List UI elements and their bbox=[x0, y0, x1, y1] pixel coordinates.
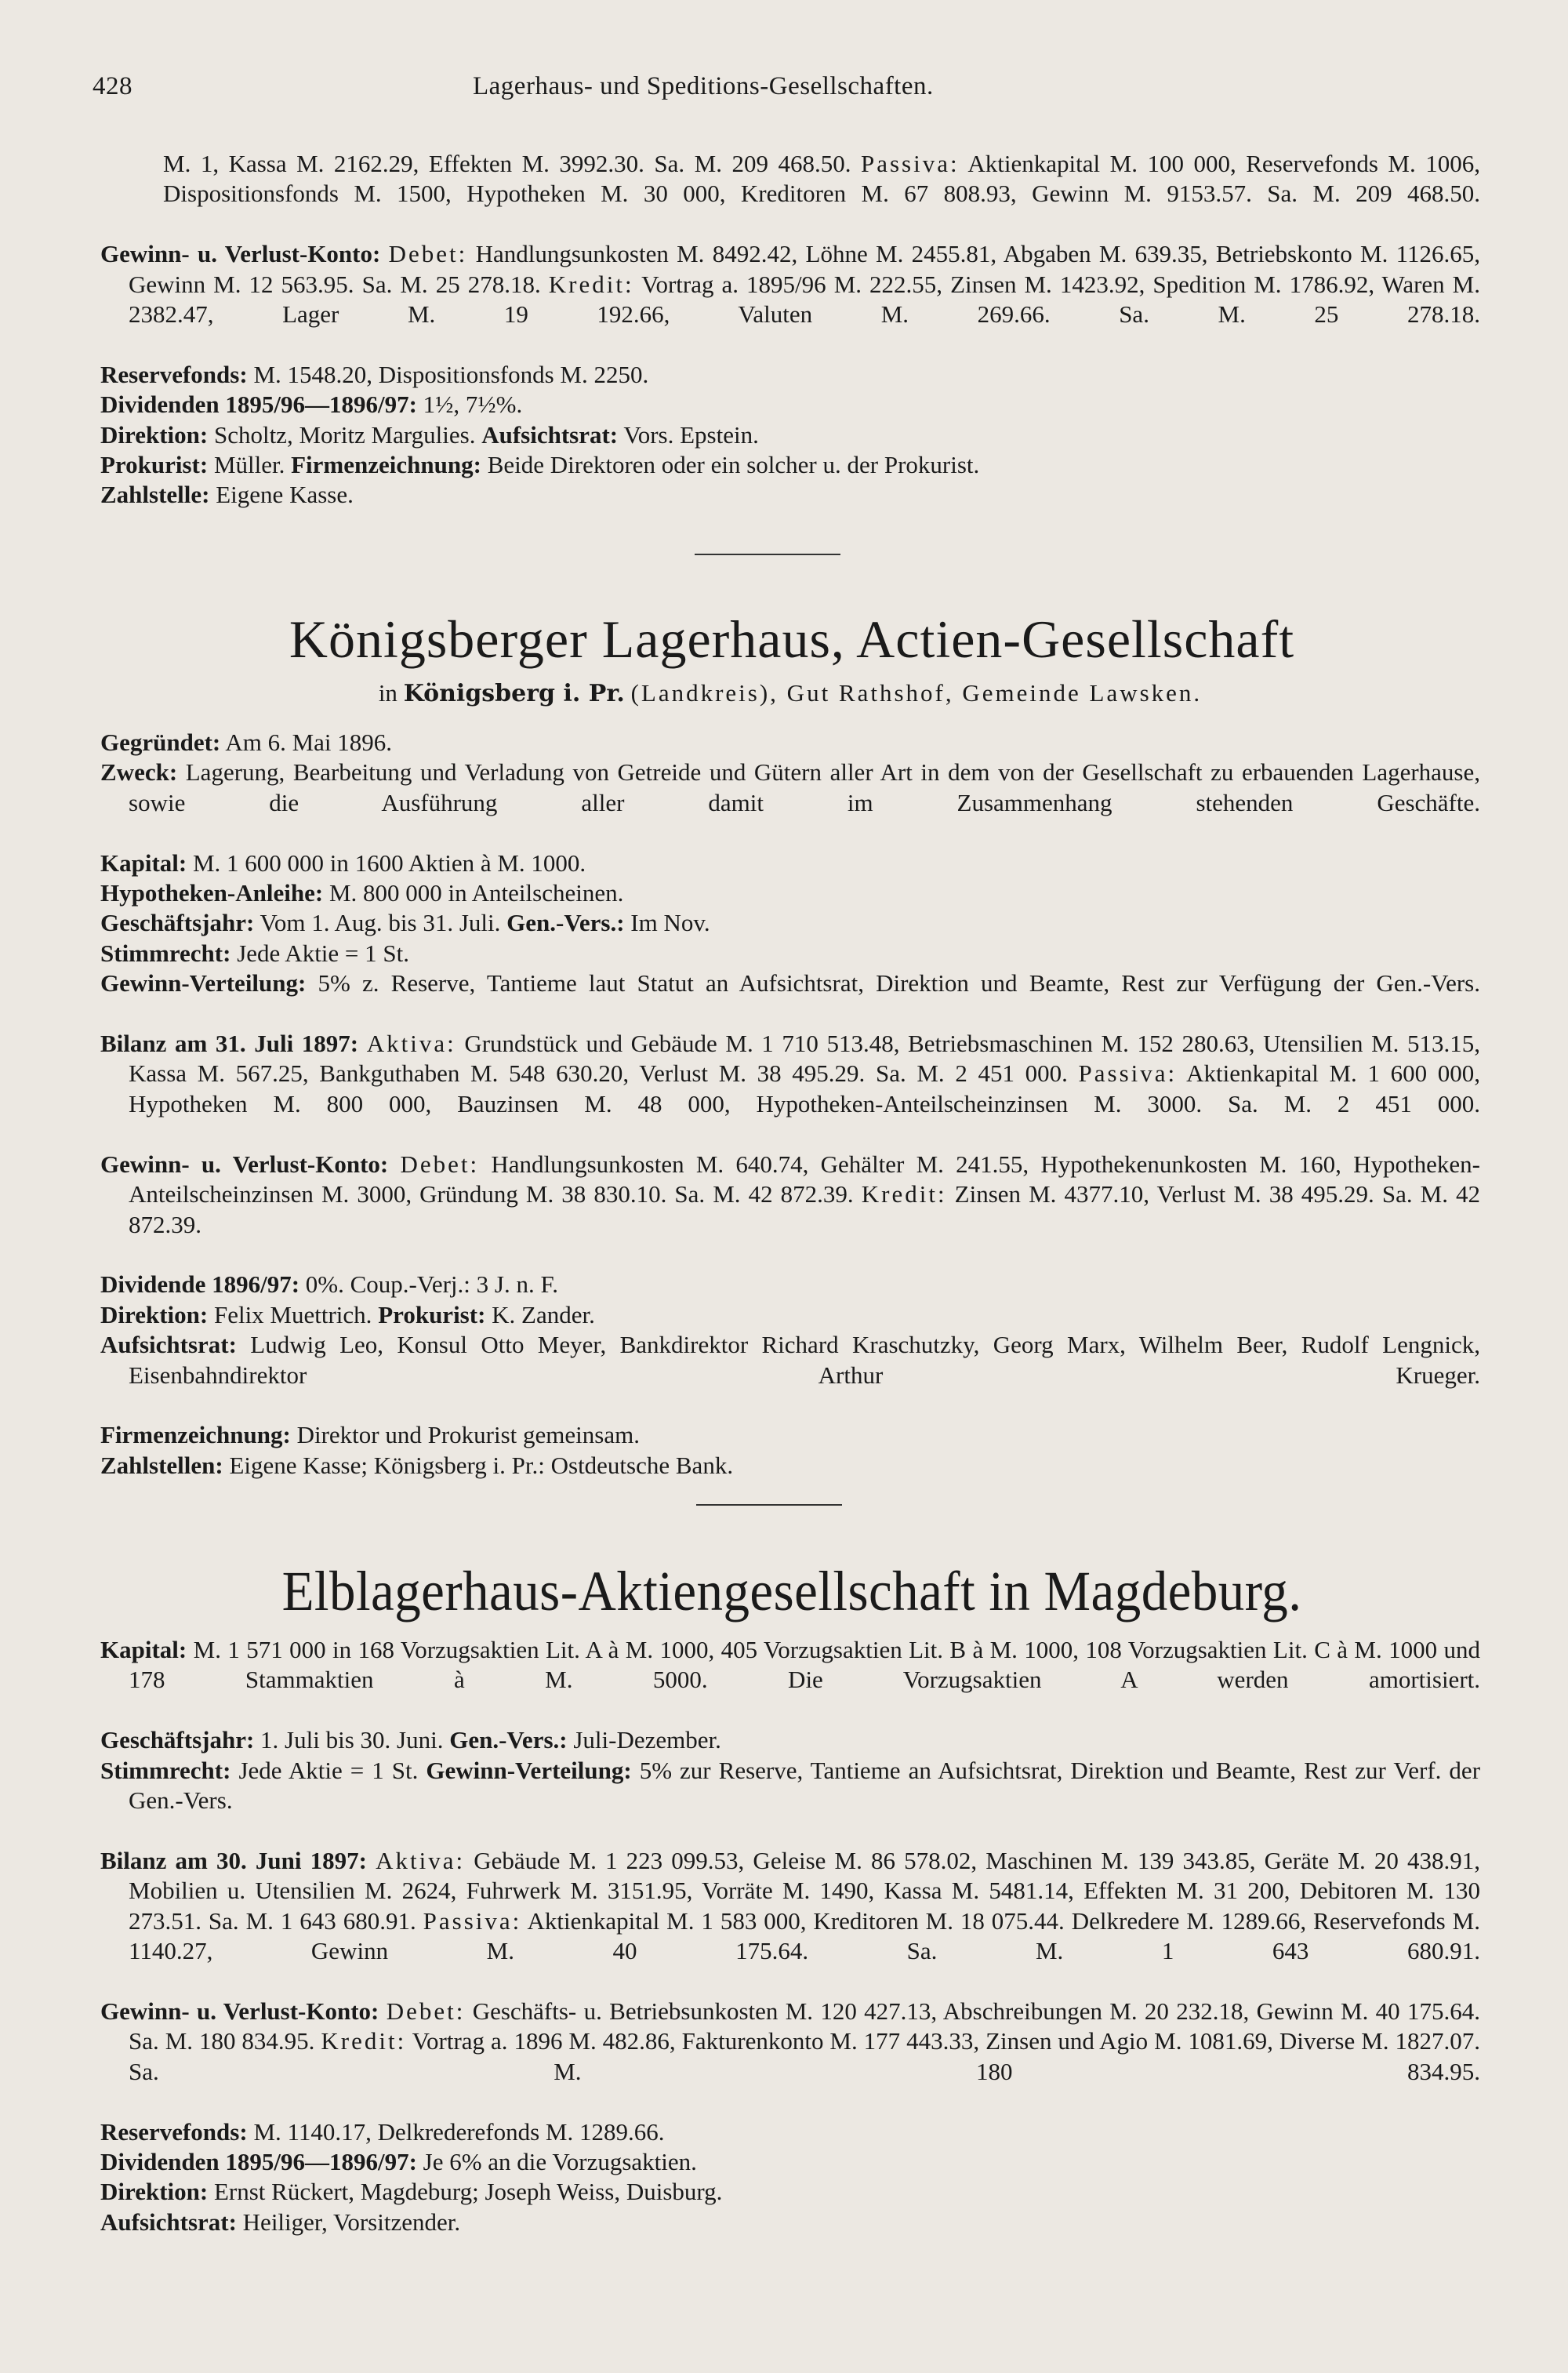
bilanz-entry bbox=[100, 1029, 1480, 1150]
zahlstellen-entry bbox=[100, 1451, 1480, 1481]
prokurist-label: Prokurist: bbox=[378, 1300, 486, 1328]
reserve-label: Reservefonds: bbox=[100, 2117, 248, 2146]
dividend-text: 0%. bbox=[305, 1270, 344, 1299]
dividend-entry bbox=[100, 390, 1480, 420]
coupon-text: Coup.-Verj.: 3 J. n. F. bbox=[350, 1270, 558, 1299]
zahlstelle-text: Eigene Kasse. bbox=[216, 481, 354, 509]
reserve-entry bbox=[100, 360, 1480, 390]
gen-vers-label: Gen.-Vers.: bbox=[449, 1726, 568, 1754]
gen-vers-text: Im Nov. bbox=[630, 909, 710, 937]
reserve-text: M. 1548.20, Dispositionsfonds M. 2250. bbox=[253, 360, 649, 388]
aufsichtsrat-entry bbox=[100, 2208, 1480, 2237]
firmenzeichnung-text: Beide Direktoren oder ein solcher u. der Prokurist. bbox=[487, 451, 980, 479]
gewinn-verteilung-label: Gewinn-Verteilung: bbox=[100, 969, 307, 998]
firmenzeichnung-label: Firmenzeichnung: bbox=[100, 1421, 291, 1449]
aufsichtsrat-text: Heiliger, Vorsitzender. bbox=[242, 2208, 461, 2236]
prokurist-entry bbox=[100, 450, 1480, 480]
koenigsberg-section bbox=[100, 728, 1480, 1481]
gegruendet-label: Gegründet: bbox=[100, 729, 221, 756]
firmenzeichnung-text: Direktor und Prokurist gemeinsam. bbox=[296, 1421, 640, 1449]
gewinn-verteilung-text: 5% z. Reserve, Tantieme laut Statut an Aufsichtsrat, Direktion und Beamte, Rest zur Verfügung der Gen.-Vers. bbox=[318, 969, 1481, 998]
prokurist-text: K. Zander. bbox=[492, 1300, 595, 1328]
zahlstelle-entry bbox=[100, 480, 1480, 510]
debet-label: Debet: bbox=[386, 1997, 466, 2025]
profit-loss-label: Gewinn- u. Verlust-Konto: bbox=[100, 1150, 389, 1178]
profit-loss-label: Gewinn- u. Verlust-Konto: bbox=[100, 240, 381, 268]
dividend-entry bbox=[100, 1270, 1480, 1299]
profit-loss-entry bbox=[100, 1150, 1480, 1270]
kredit-label: Kredit: bbox=[321, 2027, 407, 2055]
aufsichtsrat-label: Aufsichtsrat: bbox=[100, 2208, 237, 2236]
previous-company-section bbox=[100, 149, 1480, 511]
reserve-entry bbox=[100, 2117, 1480, 2147]
dividend-text: 1½, 7½%. bbox=[423, 391, 523, 419]
firmenzeichnung-label: Firmenzeichnung: bbox=[291, 451, 481, 479]
prokurist-text: Müller. bbox=[213, 451, 285, 479]
direktion-label: Direktion: bbox=[100, 1300, 209, 1328]
geschaeftsjahr-label: Geschäftsjahr: bbox=[100, 1726, 255, 1754]
balance-aktiva: M. 1, Kassa M. 2162.29, Effekten M. 3992.30. Sa. M. 209 468.50. bbox=[163, 150, 851, 177]
direktion-label: Direktion: bbox=[100, 420, 209, 449]
zweck-label: Zweck: bbox=[100, 758, 178, 787]
magdeburg-section bbox=[100, 1635, 1480, 2237]
kapital-entry bbox=[100, 849, 1480, 878]
location-city: Königsberg i. Pr. bbox=[403, 680, 625, 707]
gegruendet-entry bbox=[100, 728, 1480, 758]
passiva-text: Aktienkapital M. 1 583 000, Kreditoren M. 18 075.44. Delkredere M. 1289.66, Reservefonds M. 1140.27, Gewinn M. 40 175.64. Sa. M. 1 643 680.91. bbox=[129, 1906, 1480, 1965]
dividend-label: Dividenden 1895/96—1896/97: bbox=[100, 2147, 417, 2175]
aktiva-text: Gebäude M. 1 223 099.53, Geleise M. 86 578.02, Maschinen M. 139 343.85, Geräte M. 20 438.91, Mobilien u. Utensilien M. 2624, Fuhrwerk M. 3151.95, Vorräte M. 1490, Kassa M. 5481.14, Effekten M. 31 200, Debitoren M. 130 273.51. Sa. M. 1 643 680.91. bbox=[129, 1846, 1480, 1935]
kapital-label: Kapital: bbox=[100, 1636, 187, 1663]
geschaeftsjahr-entry bbox=[100, 1725, 1480, 1755]
aufsichtsrat-text: Ludwig Leo, Konsul Otto Meyer, Bankdirektor Richard Kraschutzky, Georg Marx, Wilhelm Beer, Rudolf Lengnick, Eisenbahndirektor Arthur Krueger. bbox=[129, 1331, 1481, 1389]
debet-text: Handlungsunkosten M. 8492.42, Löhne M. 2455.81, Abgaben M. 639.35, Betriebskonto M. 1126.65, Gewinn M. 12 563.95. Sa. M. 25 278.18. bbox=[129, 240, 1480, 298]
firmenzeichnung-entry bbox=[100, 1420, 1480, 1450]
stimmrecht-text: Jede Aktie = 1 St. bbox=[237, 939, 410, 967]
zweck-entry bbox=[100, 758, 1480, 848]
bilanz-label: Bilanz am 31. Juli 1897: bbox=[100, 1030, 359, 1058]
company-title-koenigsberg: Königsberger Lagerhaus, Actien-Gesellschaft bbox=[289, 609, 1295, 669]
kredit-text: Vortrag a. 1896 M. 482.86, Fakturenkonto M. 177 443.33, Zinsen und Agio M. 1081.69, Diverse M. 1827.07. Sa. M. 180 834.95. bbox=[129, 2027, 1480, 2085]
kredit-label: Kredit: bbox=[548, 270, 634, 298]
aktiva-text: Grundstück und Gebäude M. 1 710 513.48, Betriebsmaschinen M. 152 280.63, Utensilien M. 513.15, Kassa M. 567.25, Bankguthaben M. 548 630.20, Verlust M. 38 495.29. Sa. M. 2 451 000. bbox=[129, 1030, 1481, 1088]
direktion-text: Scholtz, Moritz Margulies. bbox=[213, 420, 476, 449]
hypotheken-label: Hypotheken-Anleihe: bbox=[100, 879, 324, 907]
stimmrecht-label: Stimmrecht: bbox=[100, 1756, 231, 1784]
location-in: in bbox=[378, 679, 397, 707]
aufsichtsrat-text: Vors. Epstein. bbox=[623, 420, 759, 449]
page-number: 428 bbox=[93, 72, 132, 100]
aufsichtsrat-entry bbox=[100, 1330, 1480, 1420]
bilanz-entry bbox=[100, 1846, 1480, 1997]
section-divider bbox=[695, 554, 840, 555]
passiva-label: Passiva: bbox=[423, 1906, 522, 1935]
kapital-entry bbox=[100, 1635, 1480, 1725]
dividend-text: Je 6% an die Vorzugsaktien. bbox=[423, 2147, 697, 2175]
stimmrecht-label: Stimmrecht: bbox=[100, 939, 231, 967]
geschaeftsjahr-text: Vom 1. Aug. bis 31. Juli. bbox=[260, 909, 501, 937]
passiva-label: Passiva: bbox=[860, 150, 960, 177]
gen-vers-label: Gen.-Vers.: bbox=[506, 909, 625, 937]
kapital-text: M. 1 600 000 in 1600 Aktien à M. 1000. bbox=[192, 849, 586, 877]
gegruendet-text: Am 6. Mai 1896. bbox=[225, 729, 392, 756]
kredit-label: Kredit: bbox=[861, 1180, 947, 1208]
aufsichtsrat-label: Aufsichtsrat: bbox=[481, 420, 619, 449]
section-divider bbox=[696, 1504, 842, 1506]
running-title: Lagerhaus- und Speditions-Gesellschaften. bbox=[473, 72, 934, 100]
location-detail: (Landkreis), Gut Rathshof, Gemeinde Lawsken. bbox=[630, 679, 1203, 707]
hypotheken-entry bbox=[100, 878, 1480, 908]
zahlstellen-label: Zahlstellen: bbox=[100, 1451, 223, 1479]
hypotheken-text: M. 800 000 in Anteilscheinen. bbox=[328, 879, 624, 907]
balance-text bbox=[100, 149, 1480, 239]
aktiva-label: Aktiva: bbox=[376, 1846, 466, 1874]
direktion-label: Direktion: bbox=[100, 2178, 209, 2206]
debet-text: Handlungsunkosten M. 640.74, Gehälter M. 241.55, Hypothekenunkosten M. 160, Hypotheken-Anteilscheinzinsen M. 3000, Gründung M. 38 830.10. Sa. M. 42 872.39. bbox=[129, 1150, 1481, 1208]
profit-loss-entry bbox=[100, 239, 1480, 360]
zahlstelle-label: Zahlstelle: bbox=[100, 481, 210, 509]
passiva-label: Passiva: bbox=[1078, 1059, 1178, 1088]
passiva-text: Aktienkapital M. 1 600 000, Hypotheken M. 800 000, Bauzinsen M. 48 000, Hypotheken-Anteilscheinzinsen M. 3000. Sa. M. 2 451 000. bbox=[129, 1059, 1481, 1117]
direktion-text: Felix Muettrich. bbox=[213, 1300, 372, 1328]
gen-vers-text: Juli-Dezember. bbox=[573, 1726, 721, 1754]
zweck-text: Lagerung, Bearbeitung und Verladung von Getreide und Gütern aller Art in dem von der Gesellschaft zu erbauenden Lagerhause, sowie die Ausführung aller damit im Zusammenhang stehenden Geschäfte. bbox=[129, 758, 1481, 816]
kapital-text: M. 1 571 000 in 168 Vorzugsaktien Lit. A à M. 1000, 405 Vorzugsaktien Lit. B à M. 1000, 108 Vorzugsaktien Lit. C à M. 1000 und 178 Stammaktien à M. 5000. Die Vorzugsaktien A werden amortisiert. bbox=[129, 1636, 1480, 1694]
debet-text: Geschäfts- u. Betriebsunkosten M. 120 427.13, Abschreibungen M. 20 232.18, Gewinn M. 40 175.64. Sa. M. 180 834.95. bbox=[129, 1997, 1481, 2055]
aktiva-label: Aktiva: bbox=[366, 1030, 456, 1058]
gewinn-verteilung-entry bbox=[100, 968, 1480, 1029]
company-title-magdeburg: Elblagerhaus-Aktiengesellschaft in Magdeburg. bbox=[281, 1560, 1302, 1623]
kapital-label: Kapital: bbox=[100, 849, 187, 877]
profit-loss-label: Gewinn- u. Verlust-Konto: bbox=[100, 1997, 379, 2025]
direktion-entry bbox=[100, 1300, 1480, 1330]
geschaeftsjahr-entry bbox=[100, 908, 1480, 938]
debet-label: Debet: bbox=[400, 1150, 480, 1178]
prokurist-label: Prokurist: bbox=[100, 451, 209, 479]
geschaeftsjahr-text: 1. Juli bis 30. Juni. bbox=[260, 1726, 444, 1754]
reserve-text: M. 1140.17, Delkrederefonds M. 1289.66. bbox=[253, 2117, 665, 2146]
zahlstellen-text: Eigene Kasse; Königsberg i. Pr.: Ostdeutsche Bank. bbox=[229, 1451, 734, 1479]
kredit-text: Zinsen M. 4377.10, Verlust M. 38 495.29. Sa. M. 42 872.39. bbox=[129, 1180, 1481, 1238]
kredit-text: Vortrag a. 1895/96 M. 222.55, Zinsen M. 1423.92, Spedition M. 1786.92, Waren M. 2382.47, Lager M. 19 192.66, Valuten M. 269.66. Sa. M. 25 278.18. bbox=[129, 270, 1481, 329]
dividend-label: Dividenden 1895/96—1896/97: bbox=[100, 391, 417, 419]
management-entry bbox=[100, 420, 1480, 450]
stimmrecht-entry bbox=[100, 1756, 1480, 1846]
gewinn-verteilung-label: Gewinn-Verteilung: bbox=[426, 1756, 632, 1784]
geschaeftsjahr-label: Geschäftsjahr: bbox=[100, 909, 255, 937]
bilanz-label: Bilanz am 30. Juni 1897: bbox=[100, 1846, 367, 1874]
stimmrecht-text: Jede Aktie = 1 St. bbox=[238, 1756, 419, 1784]
aufsichtsrat-label: Aufsichtsrat: bbox=[100, 1331, 237, 1359]
direktion-entry bbox=[100, 2177, 1480, 2207]
company-location-koenigsberg bbox=[100, 679, 1480, 707]
reserve-label: Reservefonds: bbox=[100, 360, 248, 388]
gewinn-verteilung-text: 5% zur Reserve, Tantieme an Aufsichtsrat, Direktion und Beamte, Rest zur Verf. der Gen.-Vers. bbox=[129, 1756, 1481, 1815]
stimmrecht-entry bbox=[100, 939, 1480, 968]
profit-loss-entry bbox=[100, 1997, 1480, 2117]
debet-label: Debet: bbox=[388, 240, 468, 268]
balance-passiva: Aktienkapital M. 100 000, Reservefonds M. 1006, Dispositionsfonds M. 1500, Hypotheken M. 30 000, Kreditoren M. 67 808.93, Gewinn M. 9153.57. Sa. M. 209 468.50. bbox=[163, 150, 1481, 208]
dividend-entry bbox=[100, 2147, 1480, 2177]
direktion-text: Ernst Rückert, Magdeburg; Joseph Weiss, Duisburg. bbox=[213, 2178, 723, 2206]
dividend-label: Dividende 1896/97: bbox=[100, 1270, 300, 1299]
